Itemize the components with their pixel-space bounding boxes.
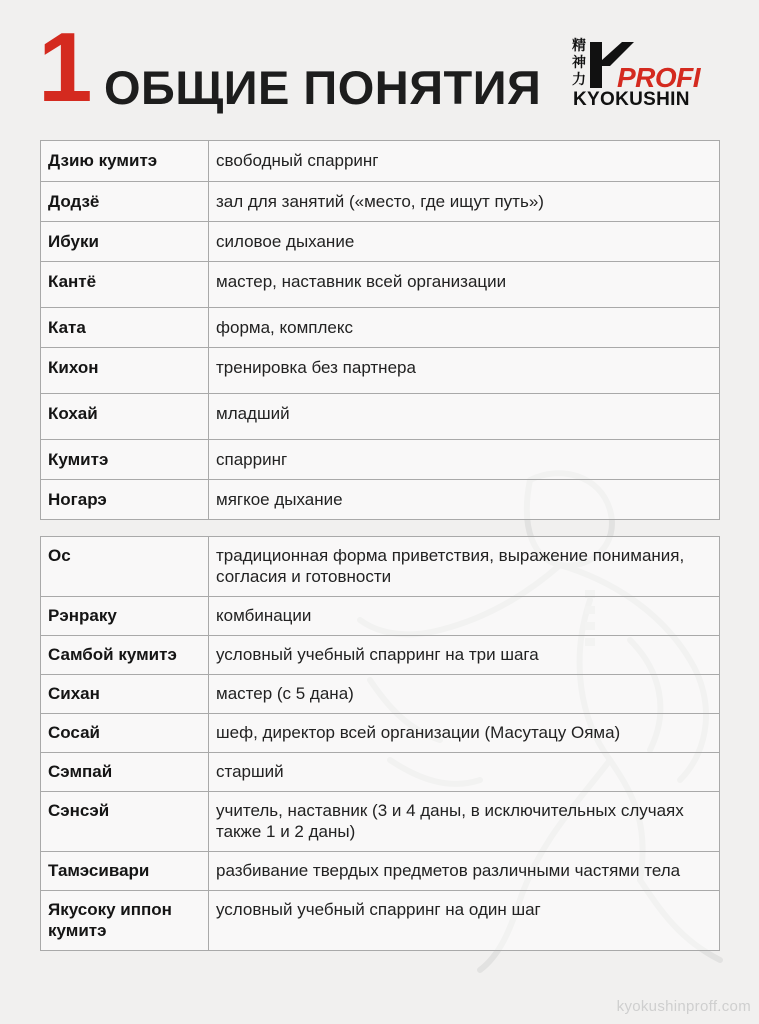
- website-watermark-text: kyokushinproff.com: [616, 998, 751, 1015]
- definition-cell: тренировка без партнера: [209, 348, 720, 394]
- table-row: [41, 753, 720, 792]
- definition-cell: традиционная форма приветствия, выражение понимания, согласия и готовности: [209, 537, 720, 597]
- profi-kyokushin-logo: [570, 38, 725, 110]
- table-row: [41, 440, 720, 480]
- term-cell: Ногарэ: [41, 480, 209, 520]
- table-row: [41, 348, 720, 394]
- term-cell: Ибуки: [41, 222, 209, 262]
- table-row: [41, 394, 720, 440]
- table-row: [41, 675, 720, 714]
- term-cell: Ос: [41, 537, 209, 597]
- table-row: [41, 308, 720, 348]
- term-cell: Якусоку иппон кумитэ: [41, 891, 209, 951]
- definition-cell: мастер (с 5 дана): [209, 675, 720, 714]
- table-row: [41, 222, 720, 262]
- section-number: 1: [38, 12, 89, 122]
- term-cell: Кохай: [41, 394, 209, 440]
- term-cell: Сэмпай: [41, 753, 209, 792]
- term-cell: Сихан: [41, 675, 209, 714]
- term-cell: Додзё: [41, 182, 209, 222]
- term-cell: Кантё: [41, 262, 209, 308]
- glossary-table-2: [40, 536, 720, 951]
- table-row: [41, 714, 720, 753]
- definition-cell: учитель, наставник (3 и 4 даны, в исключительных случаях также 1 и 2 даны): [209, 792, 720, 852]
- term-cell: Кумитэ: [41, 440, 209, 480]
- term-cell: Тамэсивари: [41, 852, 209, 891]
- definition-cell: комбинации: [209, 597, 720, 636]
- definition-cell: условный учебный спарринг на один шаг: [209, 891, 720, 951]
- table-row: [41, 792, 720, 852]
- term-cell: Рэнраку: [41, 597, 209, 636]
- definition-cell: старший: [209, 753, 720, 792]
- term-cell: Кихон: [41, 348, 209, 394]
- glossary-table-1: [40, 140, 720, 520]
- term-cell: Дзию кумитэ: [41, 141, 209, 182]
- table-row: [41, 141, 720, 182]
- definition-cell: зал для занятий («место, где ищут путь»): [209, 182, 720, 222]
- term-cell: Самбой кумитэ: [41, 636, 209, 675]
- page-header: [0, 0, 759, 130]
- term-cell: Ката: [41, 308, 209, 348]
- page-title: ОБЩИЕ ПОНЯТИЯ: [104, 61, 542, 114]
- definition-cell: разбивание твердых предметов различными частями тела: [209, 852, 720, 891]
- definition-cell: младший: [209, 394, 720, 440]
- definition-cell: мастер, наставник всей организации: [209, 262, 720, 308]
- term-cell: Сэнсэй: [41, 792, 209, 852]
- definition-cell: шеф, директор всей организации (Масутацу Ояма): [209, 714, 720, 753]
- table-row: [41, 262, 720, 308]
- table-row: [41, 597, 720, 636]
- definition-cell: форма, комплекс: [209, 308, 720, 348]
- definition-cell: условный учебный спарринг на три шага: [209, 636, 720, 675]
- logo-kanji: 精神力: [572, 38, 586, 88]
- logo-kyokushin-text: KYOKUSHIN: [573, 89, 690, 110]
- table-row: [41, 636, 720, 675]
- table-row: [41, 852, 720, 891]
- definition-cell: свободный спарринг: [209, 141, 720, 182]
- term-cell: Сосай: [41, 714, 209, 753]
- table-row: [41, 891, 720, 951]
- table-row: [41, 182, 720, 222]
- table-row: [41, 537, 720, 597]
- logo-profi-text: PROFI: [617, 62, 701, 93]
- definition-cell: силовое дыхание: [209, 222, 720, 262]
- definition-cell: мягкое дыхание: [209, 480, 720, 520]
- definition-cell: спарринг: [209, 440, 720, 480]
- table-row: [41, 480, 720, 520]
